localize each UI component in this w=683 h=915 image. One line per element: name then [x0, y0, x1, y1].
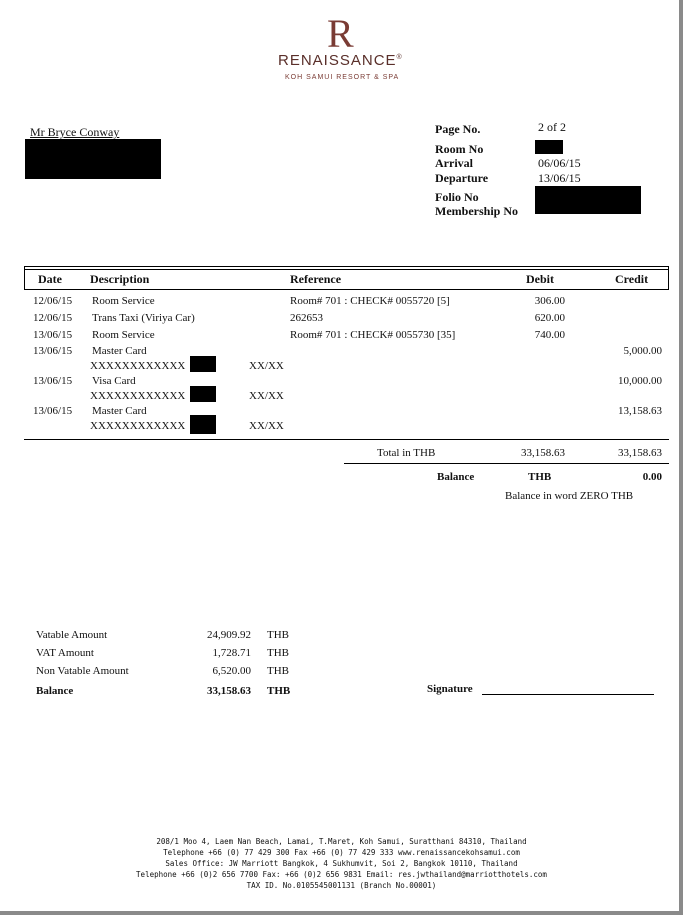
signature-label: Signature	[427, 683, 473, 695]
balance-value: 0.00	[642, 471, 662, 483]
balance-label: Balance	[437, 471, 475, 483]
table-header-rule	[24, 289, 669, 290]
departure-label: Departure	[435, 171, 489, 185]
arrival-value: 06/06/15	[538, 156, 581, 170]
total-rule	[344, 463, 669, 464]
row-4-date: 13/06/15	[33, 345, 73, 357]
row-1-reference: Room# 701 : CHECK# 0055720 [5]	[290, 295, 450, 307]
row-5-card: XXXXXXXXXXXX	[90, 390, 186, 402]
total-label: Total in THB	[377, 447, 436, 459]
row-6-credit: 13,158.63	[618, 405, 662, 417]
redacted-card-2	[190, 386, 216, 402]
hotel-name	[278, 52, 403, 69]
redacted-address	[25, 139, 161, 179]
footer-telephone: Telephone +66 (0) 77 429 300 Fax +66 (0) 77 429 333 www.renaissancekohsamui.com	[163, 848, 520, 857]
row-4-description: Master Card	[92, 345, 147, 357]
vat-1-amount: 24,909.92	[207, 629, 251, 641]
row-5-credit: 10,000.00	[618, 375, 662, 387]
row-3-date: 13/06/15	[33, 329, 73, 341]
vat-2-currency: THB	[267, 647, 289, 659]
total-debit: 33,158.63	[521, 447, 565, 459]
row-6-card: XXXXXXXXXXXX	[90, 420, 186, 432]
row-5-expiry: XX/XX	[249, 390, 284, 402]
vat-1-label: Vatable Amount	[36, 629, 108, 641]
row-5-description: Visa Card	[92, 375, 136, 387]
arrival-label: Arrival	[435, 156, 473, 170]
row-2-reference: 262653	[290, 312, 323, 324]
table-left-rule	[24, 266, 25, 290]
row-4-expiry: XX/XX	[249, 360, 284, 372]
logo-mark: R	[327, 11, 354, 56]
redacted-room	[535, 140, 563, 154]
vat-3-label: Non Vatable Amount	[36, 665, 129, 677]
page-value: 2 of 2	[538, 120, 566, 134]
vat-2-amount: 1,728.71	[212, 647, 251, 659]
footer-sales-contact: Telephone +66 (0)2 656 7700 Fax: +66 (0)2 656 9831 Email: res.jwthailand@marriotthotels.com	[136, 870, 547, 879]
redacted-folio	[535, 186, 641, 214]
table-top-rule-2	[24, 269, 669, 270]
table-right-rule	[668, 266, 669, 290]
row-1-date: 12/06/15	[33, 295, 73, 307]
membership-label: Membership No	[435, 204, 518, 218]
col-credit: Credit	[615, 272, 649, 286]
redacted-card-3	[190, 415, 216, 434]
balance-currency: THB	[528, 471, 552, 483]
vat-1-currency: THB	[267, 629, 289, 641]
signature-line	[482, 694, 654, 695]
redacted-card-1	[190, 356, 216, 372]
col-description: Description	[90, 272, 150, 286]
row-2-date: 12/06/15	[33, 312, 73, 324]
vat-4-label: Balance	[36, 685, 74, 697]
page-label: Page No.	[435, 122, 481, 136]
vat-3-currency: THB	[267, 665, 289, 677]
row-5-date: 13/06/15	[33, 375, 73, 387]
row-3-debit: 740.00	[534, 329, 565, 341]
footer-tax-id: TAX ID. No.0105545001131 (Branch No.00001)	[246, 881, 437, 890]
col-reference: Reference	[290, 272, 342, 286]
vat-3-amount: 6,520.00	[212, 665, 251, 677]
row-3-description: Room Service	[92, 329, 155, 341]
row-6-date: 13/06/15	[33, 405, 73, 417]
col-debit: Debit	[526, 272, 554, 286]
row-1-description: Room Service	[92, 295, 155, 307]
hotel-name-text: RENAISSANCE	[278, 52, 397, 69]
page-edge-right	[679, 0, 683, 915]
row-2-debit: 620.00	[534, 312, 565, 324]
table-top-rule	[24, 266, 669, 267]
table-bottom-rule	[24, 439, 669, 440]
row-1-debit: 306.00	[534, 295, 565, 307]
row-6-description: Master Card	[92, 405, 147, 417]
vat-4-amount: 33,158.63	[207, 685, 251, 697]
total-credit: 33,158.63	[618, 447, 662, 459]
hotel-subtitle: KOH SAMUI RESORT & SPA	[285, 74, 400, 81]
footer-sales-office: Sales Office: JW Marriott Bangkok, 4 Sukhumvit, Soi 2, Bangkok 10110, Thailand	[165, 859, 518, 868]
vat-4-currency: THB	[267, 685, 291, 697]
row-6-expiry: XX/XX	[249, 420, 284, 432]
room-label: Room No	[435, 142, 484, 156]
row-3-reference: Room# 701 : CHECK# 0055730 [35]	[290, 329, 456, 341]
col-date: Date	[38, 272, 62, 286]
vat-2-label: VAT Amount	[36, 647, 94, 659]
page-edge-bottom	[0, 911, 683, 915]
row-4-credit: 5,000.00	[623, 345, 662, 357]
row-4-card: XXXXXXXXXXXX	[90, 360, 186, 372]
footer-address: 208/1 Moo 4, Laem Nan Beach, Lamai, T.Maret, Koh Samui, Suratthani 84310, Thailand	[156, 837, 527, 846]
balance-words: Balance in word ZERO THB	[505, 490, 634, 502]
folio-label: Folio No	[435, 190, 479, 204]
guest-name: Mr Bryce Conway	[30, 125, 120, 139]
departure-value: 13/06/15	[538, 171, 581, 185]
registered-mark: ®	[396, 54, 403, 61]
row-2-description: Trans Taxi (Viriya Car)	[92, 312, 195, 324]
